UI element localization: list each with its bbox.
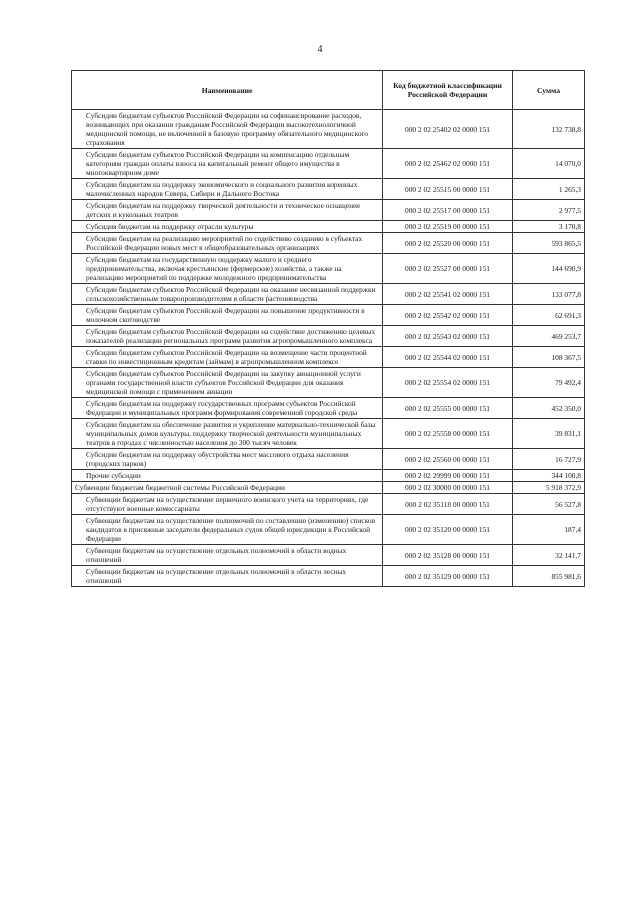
row-sum-cell: 593 865,5 [513,233,585,254]
row-name-cell: Субвенции бюджетам на осуществление отдельных полномочий в области водных отношений [72,545,383,566]
row-code-cell: 000 2 02 25560 00 0000 151 [383,449,513,470]
row-name-cell: Субвенции бюджетам бюджетной системы Российской Федерации [72,482,383,494]
row-sum-cell: 79 492,4 [513,368,585,398]
row-name-cell: Субсидии бюджетам субъектов Российской Федерации на компенсацию отдельным категориям граждан оплаты взноса на капитальный ремонт общего имущества в многоквартирном доме [72,149,383,179]
table-row [72,221,585,233]
row-sum-cell: 56 527,8 [513,494,585,515]
row-sum-cell: 108 367,5 [513,347,585,368]
row-name-cell: Субсидии бюджетам субъектов Российской Федерации на возмещение части процентной ставки по инвестиционным кредитам (займам) в агропромышленном комплексе [72,347,383,368]
row-code-cell: 000 2 02 25527 00 0000 151 [383,254,513,284]
table-row [72,482,585,494]
row-code-cell: 000 2 02 35129 00 0000 151 [383,566,513,587]
row-code-cell: 000 2 02 25402 02 0000 151 [383,110,513,149]
row-code-cell: 000 2 02 35118 00 0000 151 [383,494,513,515]
row-code-cell: 000 2 02 25541 02 0000 151 [383,284,513,305]
row-name-cell: Субсидии бюджетам на обеспечение развития и укрепление материально-технической базы муниципальных домов культуры, поддержку творческой деятельности муниципальных театров в городах с численностью населения до 300 тысяч человек [72,419,383,449]
row-name-cell: Субсидии бюджетам субъектов Российской Федерации на софинансирование расходов, возникающих при оказании гражданам Российской Федерации высокотехнологичной медицинской помощи, не включенной в базовую программу обязательного медицинского страхования [72,110,383,149]
budget-table [71,70,585,587]
row-sum-cell: 144 690,9 [513,254,585,284]
row-name-cell: Субвенции бюджетам на осуществление отдельных полномочий в области лесных отношений [72,566,383,587]
row-code-cell: 000 2 02 25544 02 0000 151 [383,347,513,368]
row-sum-cell: 2 977,5 [513,200,585,221]
row-sum-cell: 39 831,1 [513,419,585,449]
row-sum-cell: 32 141,7 [513,545,585,566]
row-sum-cell: 62 691,3 [513,305,585,326]
table-row [72,494,585,515]
table-row [72,284,585,305]
table-row [72,449,585,470]
row-sum-cell: 5 918 372,9 [513,482,585,494]
row-code-cell: 000 2 02 25462 02 0000 151 [383,149,513,179]
row-name-cell: Субсидии бюджетам на поддержку экономического и социального развития коренных малочисленных народов Севера, Сибири и Дальнего Востока [72,179,383,200]
table-row [72,254,585,284]
row-sum-cell: 14 070,0 [513,149,585,179]
row-code-cell: 000 2 02 25519 00 0000 151 [383,221,513,233]
column-header-sum: Сумма [513,71,585,110]
row-sum-cell: 3 170,8 [513,221,585,233]
table-row [72,326,585,347]
table-row [72,305,585,326]
table-row [72,233,585,254]
row-name-cell: Субсидии бюджетам на поддержку творческой деятельности и техническое оснащение детских и кукольных театров [72,200,383,221]
row-sum-cell: 452 350,0 [513,398,585,419]
table-row [72,515,585,545]
table-row [72,149,585,179]
table-header-row [72,71,585,110]
table-row [72,419,585,449]
row-name-cell: Субсидии бюджетам субъектов Российской Федерации на оказание несвязанной поддержки сельскохозяйственным товаропроизводителям в области растениеводства [72,284,383,305]
row-name-cell: Прочие субсидии [72,470,383,482]
row-sum-cell: 187,4 [513,515,585,545]
row-code-cell: 000 2 02 35120 00 0000 151 [383,515,513,545]
row-code-cell: 000 2 02 30000 00 0000 151 [383,482,513,494]
table-row [72,179,585,200]
row-name-cell: Субвенции бюджетам на осуществление полномочий по составлению (изменению) списков кандидатов в присяжные заседатели федеральных судов общей юрисдикции в Российской Федерации [72,515,383,545]
row-code-cell: 000 2 02 25554 02 0000 151 [383,368,513,398]
row-name-cell: Субсидии бюджетам на поддержку государственных программ субъектов Российской Федерации и муниципальных программ формирования современной городской среды [72,398,383,419]
row-code-cell: 000 2 02 25542 02 0000 151 [383,305,513,326]
row-name-cell: Субсидии бюджетам субъектов Российской Федерации на закупку авиационной услуги органами государственной власти субъектов Российской Федерации для оказания медицинской помощи с применением авиации [72,368,383,398]
table-row [72,398,585,419]
table-row [72,470,585,482]
table-row [72,200,585,221]
row-name-cell: Субсидии бюджетам субъектов Российской Федерации на содействие достижению целевых показателей реализации региональных программ развития агропромышленного комплекса [72,326,383,347]
row-sum-cell: 855 981,6 [513,566,585,587]
page-number: 4 [317,44,323,55]
row-sum-cell: 133 077,8 [513,284,585,305]
row-sum-cell: 132 738,8 [513,110,585,149]
row-name-cell: Субсидии бюджетам субъектов Российской Федерации на повышение продуктивности в молочном скотоводстве [72,305,383,326]
row-name-cell: Субсидия бюджетам на поддержку отрасли культуры [72,221,383,233]
column-header-name: Наименование [72,71,383,110]
row-code-cell: 000 2 02 29999 00 0000 151 [383,470,513,482]
row-code-cell: 000 2 02 25558 00 0000 151 [383,419,513,449]
row-sum-cell: 469 253,7 [513,326,585,347]
column-header-code: Код бюджетной классификации Российской Федерации [383,71,513,110]
row-name-cell: Субсидии бюджетам на поддержку обустройства мест массового отдыха населения (городских парков) [72,449,383,470]
table-row [72,110,585,149]
row-code-cell: 000 2 02 25543 02 0000 151 [383,326,513,347]
row-sum-cell: 1 265,3 [513,179,585,200]
table-row [72,545,585,566]
row-code-cell: 000 2 02 35128 00 0000 151 [383,545,513,566]
row-sum-cell: 16 727,9 [513,449,585,470]
row-name-cell: Субсидии бюджетам на реализацию мероприятий по содействию созданию в субъектах Российской Федерации новых мест в общеобразовательных организациях [72,233,383,254]
row-name-cell: Субвенции бюджетам на осуществление первичного воинского учета на территориях, где отсутствуют военные комиссариаты [72,494,383,515]
table-row [72,347,585,368]
table-row [72,368,585,398]
row-code-cell: 000 2 02 25515 00 0000 151 [383,179,513,200]
row-code-cell: 000 2 02 25517 00 0000 151 [383,200,513,221]
table-body [72,110,585,587]
table-row [72,566,585,587]
row-code-cell: 000 2 02 25520 00 0000 151 [383,233,513,254]
row-code-cell: 000 2 02 25555 00 0000 151 [383,398,513,419]
row-sum-cell: 344 100,8 [513,470,585,482]
row-name-cell: Субсидии бюджетам на государственную поддержку малого и среднего предпринимательства, включая крестьянские (фермерские) хозяйства, а также на реализацию мероприятий по поддержке молодежного предпринимательства [72,254,383,284]
